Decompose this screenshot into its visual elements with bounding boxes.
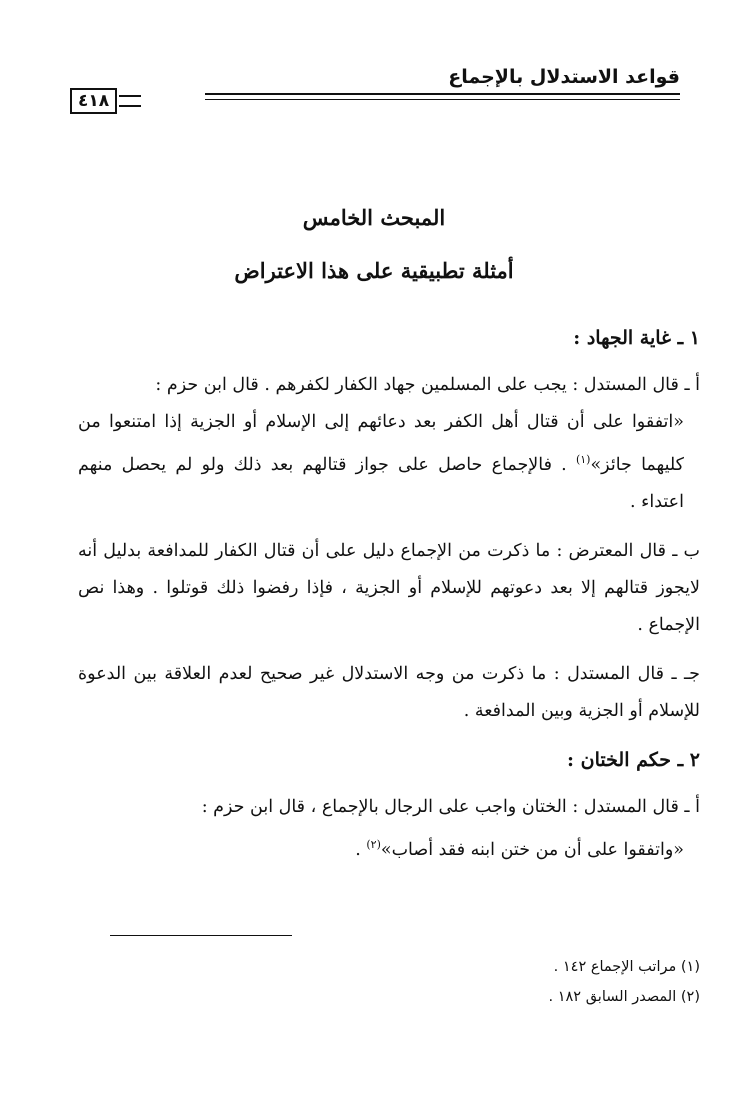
paragraph-1a-tail: . فالإجماع حاصل على جواز قتالهم بعد ذلك ولو لم يحصل منهم اعتداء . [78, 454, 684, 512]
main-text [78, 320, 700, 881]
footnote-ref-2: (٢) [366, 837, 381, 851]
footnote-1: (١) مراتب الإجماع ١٤٢ . [553, 959, 700, 975]
paragraph-2a-body [78, 826, 700, 869]
running-title: قواعد الاستدلال بالإجماع [448, 66, 680, 88]
double-line-ornament [119, 95, 141, 107]
chapter-subtitle: أمثلة تطبيقية على هذا الاعتراض [234, 258, 514, 283]
paragraph-2a-tail: . [355, 839, 367, 860]
paragraph-1a [78, 367, 700, 521]
footnotes [549, 952, 701, 1012]
footnote-2: (٢) المصدر السابق ١٨٢ . [548, 989, 700, 1005]
chapter-heading: المبحث الخامس [302, 205, 446, 230]
paragraph-2a [78, 789, 700, 869]
page-number: ٤١٨ [70, 88, 117, 114]
paragraph-1a-body [78, 404, 700, 521]
paragraph-1b: ب ـ قال المعترض : ما ذكرت من الإجماع دليل على أن قتال الكفار للمدافعة بدليل أنه لايجوز قتالهم إلا بعد دعوتهم للإسلام أو الجزية ، فإذا رفضوا ذلك قوتلوا . وهذا نص الإجماع . [78, 540, 700, 635]
footnote-ref-1: (١) [575, 453, 591, 466]
section-heading-2: ٢ ـ حكم الختان : [567, 748, 700, 771]
paragraph-1a-lead: أ ـ قال المستدل : يجب على المسلمين جهاد الكفار لكفرهم . قال ابن حزم : [155, 375, 700, 395]
section-heading-1: ١ ـ غاية الجهاد : [573, 327, 700, 349]
quote-ibn-hazm-1: «اتفقوا على أن قتال أهل الكفر بعد دعائهم إلى الإسلام أو الجزية إذا امتنعوا من كليهما جائز» [78, 412, 684, 475]
page-number-box [70, 88, 141, 114]
header-rule [205, 93, 680, 95]
quote-ibn-hazm-2: «واتفقوا على أن من ختن ابنه فقد أصاب» [380, 839, 684, 860]
paragraph-2a-lead: أ ـ قال المستدل : الختان واجب على الرجال بالإجماع ، قال ابن حزم : [201, 796, 700, 817]
paragraph-1c: جـ ـ قال المستدل : ما ذكرت من وجه الاستدلال غير صحيح لعدم العلاقة بين الدعوة للإسلام أو الجزية وبين المدافعة . [78, 663, 700, 721]
footnote-separator [110, 935, 292, 936]
page-header [70, 62, 680, 112]
header-rule-thin [205, 99, 680, 100]
